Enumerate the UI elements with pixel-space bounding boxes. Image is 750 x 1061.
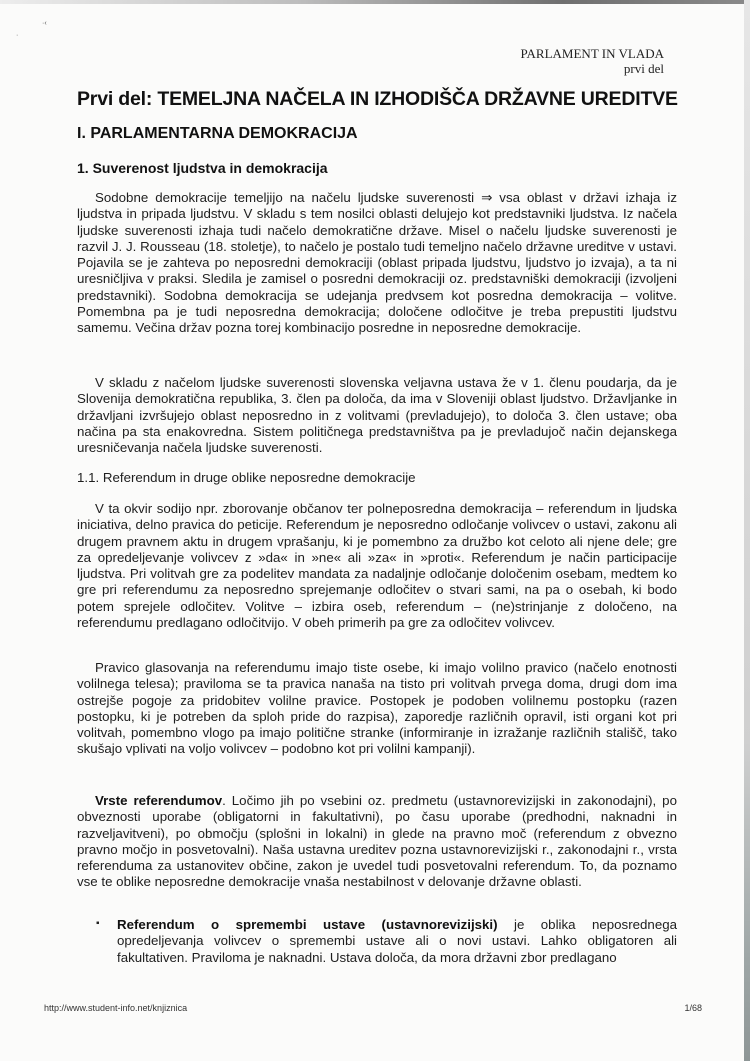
referendum-types-term: Vrste referendumov	[95, 793, 223, 808]
scan-speck: ·‹	[42, 20, 47, 27]
running-header	[521, 46, 665, 76]
bullet-marker: ▪	[96, 918, 100, 929]
bullet-item-constitutional-referendum	[117, 917, 677, 966]
page-title: Prvi del: TEMELJNA NAČELA IN IZHODIŠČA DRŽAVNE UREDITVE	[77, 88, 678, 110]
paragraph-referendum-types	[77, 793, 677, 891]
scan-edge-right	[744, 0, 750, 1061]
scan-edge-top	[0, 0, 750, 4]
bullet-text: je oblika neposrednega opredeljevanja volivcev o spremembi ustave ali o novi ustavi. Lahko obligatoren ali fakultativen. Praviloma je naknadni. Ustava določa, da mora državni zbor predlagano	[117, 917, 678, 965]
referendum-types-text: . Ločimo jih po vsebini oz. predmetu (ustavnorevizijski in zakonodajni), po obveznosti uporabe (obligatorni in fakultativni), po času uporabe (predhodni, naknadni in razveljavitveni), po območju (splošni in lokalni) in glede na pravno moč (referendum z obvezno pravno močjo in posvetovalni). Naša ustavna ureditev pozna ustavnorevizijski r., zakonodajni r., vrsta referenduma za ustanovitev občine, zakon je uvedel tudi posvetovalni referendum. To, da poznamo vse te oblike neposredne demokracije vnaša nestabilnost v delovanje državne oblasti.	[77, 793, 677, 890]
paragraph-slovenian-constitution: V skladu z načelom ljudske suverenosti slovenska veljavna ustava že v 1. členu poudarja, da je Slovenija demokratična republika, 3. člen pa določa, da ima v Sloveniji oblast ljudstvo. Državljanke in državljani izvršujejo oblast neposredno in z volitvami (prevladujejo), to določa 3. člen ustave; oba načina pa sta enakovredna. Sistem političnega predstavništva pa je prevladujoč način dejanskega uresničevanja načela ljudske suverenosti.	[77, 375, 677, 456]
running-header-part: prvi del	[623, 61, 664, 76]
section-heading: I. PARLAMENTARNA DEMOKRACIJA	[77, 125, 358, 142]
subsection-heading: 1. Suverenost ljudstva in demokracija	[77, 160, 328, 176]
scan-speck: ·	[16, 32, 19, 39]
subheading-referendum: 1.1. Referendum in druge oblike neposredne demokracije	[77, 470, 416, 485]
paragraph-voting-rights: Pravico glasovanja na referendumu imajo tiste osebe, ki imajo volilno pravico (načelo enotnosti volilnega telesa); praviloma se ta pravica nanaša na tisto pri volitvah prvega doma, drugi dom ima ostrejše pogoje za pridobitev volilne pravice. Postopek je podoben volilnemu postopku (razen postopku, ki je potreben da sploh pride do razpisa), zaporedje različnih opravil, isti organi kot pri volitvah, pomembno vlogo pa imajo politične stranke (informiranje in izražanje različnih stališč, tako skušajo vplivati na voljo volivcev – podobno kot pri volilni kampanji).	[77, 660, 677, 757]
paragraph-sovereignty: Sodobne demokracije temeljijo na načelu ljudske suverenosti ⇒ vsa oblast v državi izhaja iz ljudstva in pripada ljudstvu. V skladu s tem nosilci oblasti delujejo kot predstavniki ljudstva. Iz načela ljudske suverenosti izhaja tudi načelo demokratične države. Misel o načelu ljudske suverenosti je razvil J. J. Rousseau (18. stoletje), to načelo je postalo tudi temeljno načelo državne ureditve v ustavi. Pojavila se je zahteva po neposredni demokraciji (oblast pripada ljudstvu, ljudstvo jo izvaja), a ta ni uresničljiva v praksi. Sledila je zamisel o posredni demokraciji oz. predstavniški demokraciji (izvoljeni predstavniki). Sodobna demokracija se udejanja predvsem kot posredna demokracija – volitve. Pomembna pa je tudi neposredna demokracija; določene odločitve je treba prepustiti ljudstvu samemu. Večina držav pozna torej kombinacijo posredne in neposredne demokracije.	[77, 190, 677, 336]
bullet-term: Referendum o spremembi ustave (ustavnorevizijski)	[117, 917, 498, 932]
paragraph-direct-democracy: V ta okvir sodijo npr. zborovanje občanov ter polneposredna demokracija – referendum in ljudska iniciativa, delno pravica do peticije. Referendum je neposredno odločanje volivcev o ustavi, zakonu ali drugem pravnem aktu in drugem vprašanju, ki je pomembno za družbo kot celoto ali njene dele; gre za opredeljevanje volivcev z »da« in »ne« ali »za« in »proti«. Referendum je način participacije ljudstva. Pri volitvah gre za podelitev mandata za nadaljnje odločanje določenim osebam, medtem ko gre pri referendumu za neposredno sprejemanje odločitev o stvari sami, na pa o osebah, ki bodo potem sprejele odločitev. Volitve – izbira oseb, referendum – (ne)strinjanje z določeno, na referendumu predlagano odločitvijo. V obeh primerih pa gre za odločitev volivcev.	[77, 501, 677, 631]
running-header-title: PARLAMENT IN VLADA	[520, 46, 664, 61]
page-number: 1/68	[684, 1003, 702, 1013]
footer-url: http://www.student-info.net/knjiznica	[44, 1003, 188, 1013]
